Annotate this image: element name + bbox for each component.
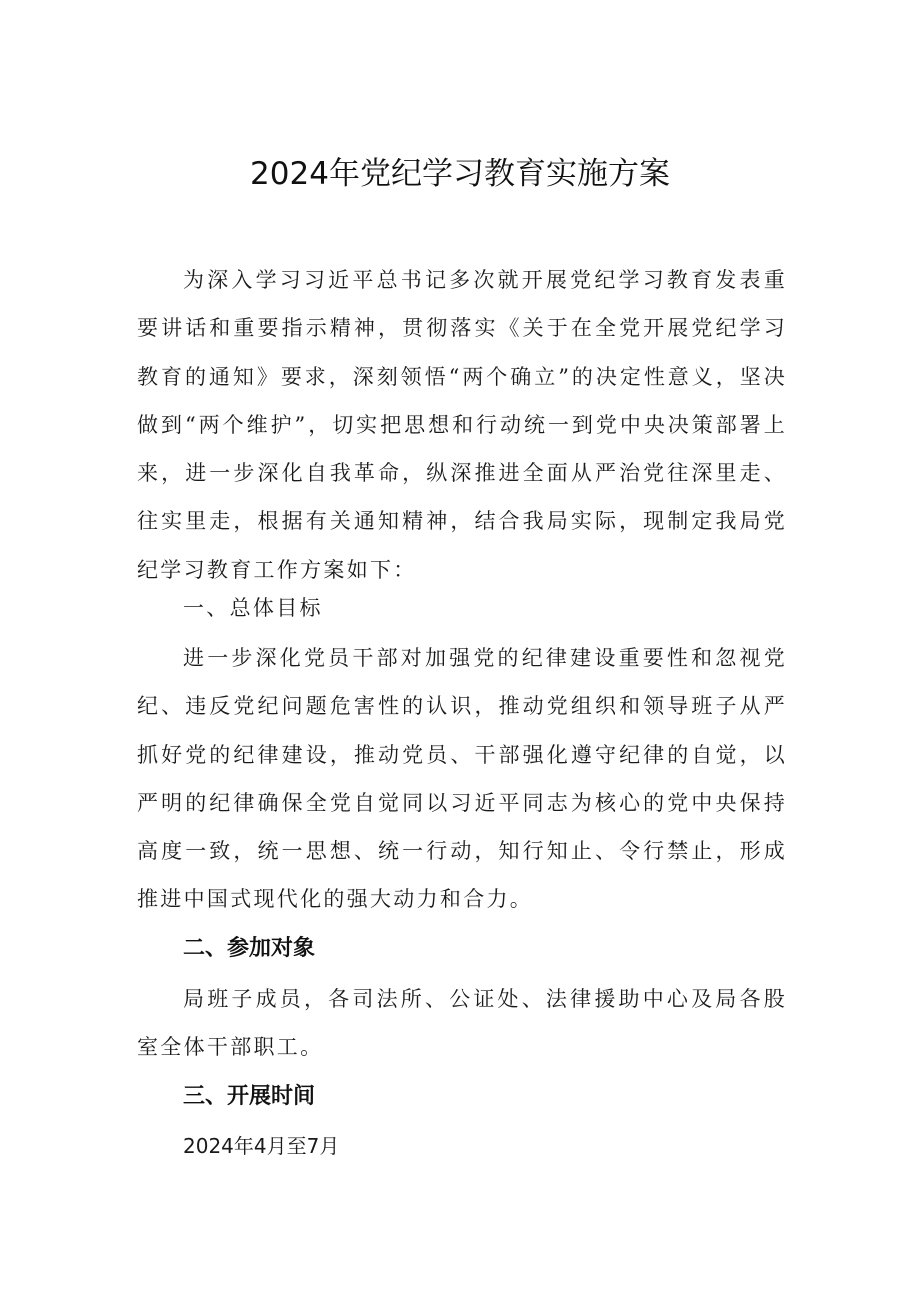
section-1-paragraph: 进一步深化党员干部对加强党的纪律建设重要性和忽视党纪、违反党纪问题危害性的认识，推动党组织和领导班子从严抓好党的纪律建设，推动党员、干部强化遵守纪律的自觉，以严明的纪律确保全党自觉同以习近平同志为核心的党中央保持高度一致，统一思想、统一行动，知行知止、令行禁止，形成推进中国式现代化的强大动力和合力。 xyxy=(137,646,787,912)
intro-paragraph: 为深入学习习近平总书记多次就开展党纪学习教育发表重要讲话和重要指示精神，贯彻落实《关于在全党开展党纪学习教育的通知》要求，深刻领悟“两个确立”的决定性意义，坚决做到“两个维护”，切实把思想和行动统一到党中央决策部署上来，进一步深化自我革命，纵深推进全面从严治党往深里走、往实里走，根据有关通知精神，结合我局实际，现制定我局党纪学习教育工作方案如下： xyxy=(137,268,787,582)
section-3-date: 2024年4月至7月 xyxy=(183,1134,340,1158)
section-3-heading: 三、开展时间 xyxy=(183,1084,316,1109)
section-2-heading: 二、参加对象 xyxy=(183,936,316,961)
section-2-paragraph: 局班子成员，各司法所、公证处、法律援助中心及局各股室全体干部职工。 xyxy=(137,987,787,1060)
section-1-heading: 一、总体目标 xyxy=(183,596,323,620)
document-title: 2024年党纪学习教育实施方案 xyxy=(250,156,670,192)
